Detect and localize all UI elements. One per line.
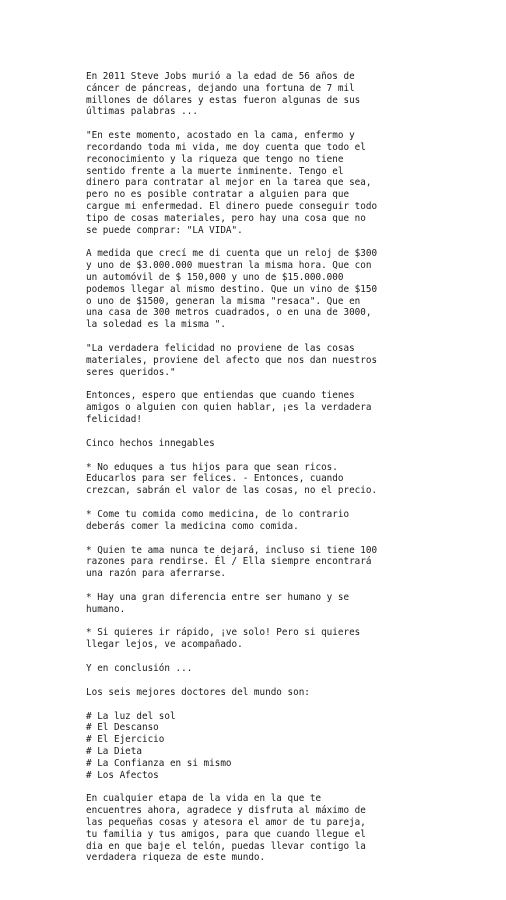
list-item: # La Confianza en si mismo xyxy=(86,757,232,769)
doctors-list xyxy=(86,711,421,782)
doctors-heading: Los seis mejores doctores del mundo son: xyxy=(86,686,310,698)
document-body xyxy=(86,71,421,876)
fact-item: * Quien te ama nunca te dejará, incluso si tiene 100 razones para rendirse. Él / Ella siempre encontrará una razón para aferrarse. xyxy=(86,544,378,580)
fact-item: * Come tu comida como medicina, de lo contrario deberás comer la medicina como comida. xyxy=(86,508,350,532)
list-item: # La luz del sol xyxy=(86,710,176,722)
list-item: # La Dieta xyxy=(86,746,142,758)
list-item: # El Ejercicio xyxy=(86,734,165,746)
friends-paragraph: Entonces, espero que entiendas que cuando tienes amigos o alguien con quien hablar, ¡es la verdadera felicidad! xyxy=(86,390,372,425)
list-item: # Los Afectos xyxy=(86,769,159,781)
fact-item: * No eduques a tus hijos para que sean ricos. Educarlos para ser felices. - Entonces, cuando crezcan, sabrán el valor de las cosas, no el precio. xyxy=(86,461,378,497)
fact-item: * Hay una gran diferencia entre ser humano y se humano. xyxy=(86,591,350,615)
intro-paragraph: En 2011 Steve Jobs murió a la edad de 56 años de cáncer de páncreas, dejando una fortuna de 7 mil millones de dólares y estas fueron algunas de sus últimas palabras ... xyxy=(86,71,361,118)
happiness-paragraph: "La verdadera felicidad no proviene de las cosas materiales, proviene del afecto que nos dan nuestros seres queridos." xyxy=(86,342,378,378)
list-item: # El Descanso xyxy=(86,722,159,734)
conclusion-heading: Y en conclusión ... xyxy=(86,663,193,675)
fact-item: * Si quieres ir rápido, ¡ve solo! Pero si quieres llegar lejos, ve acompañado. xyxy=(86,627,361,651)
facts-heading: Cinco hechos innegables xyxy=(86,437,215,449)
growing-paragraph: A medida que crecí me di cuenta que un reloj de $300 y uno de $3.000.000 muestran la misma hora. Que con un automóvil de $ 150,000 y uno de $15.000.000 podemos llegar al mismo destino. Que un vino de $150 o uno de $1500, generan la misma "resaca". Que en una casa de 300 metros cuadrados, o en una de 3000, la soledad es la misma ". xyxy=(86,248,378,331)
quote-paragraph: "En este momento, acostado en la cama, enfermo y recordando toda mi vida, me doy cuenta que todo el reconocimiento y la riqueza que tengo no tiene sentido frente a la muerte inminente. Tengo el dinero para contratar al mejor en la tarea que sea, pero no es posible contratar a alguien para que cargue mi enfermedad. El dinero puede conseguir todo tipo de cosas materiales, pero hay una cosa que no se puede comprar: "LA VIDA". xyxy=(86,130,378,236)
closing-paragraph: En cualquier etapa de la vida en la que te encuentres ahora, agradece y disfruta al máximo de las pequeñas cosas y atesora el amor de tu pareja, tu familia y tus amigos, para que cuando llegue el dia en que baje el telón, puedas llevar contigo la verdadera riqueza de este mundo. xyxy=(86,793,366,864)
